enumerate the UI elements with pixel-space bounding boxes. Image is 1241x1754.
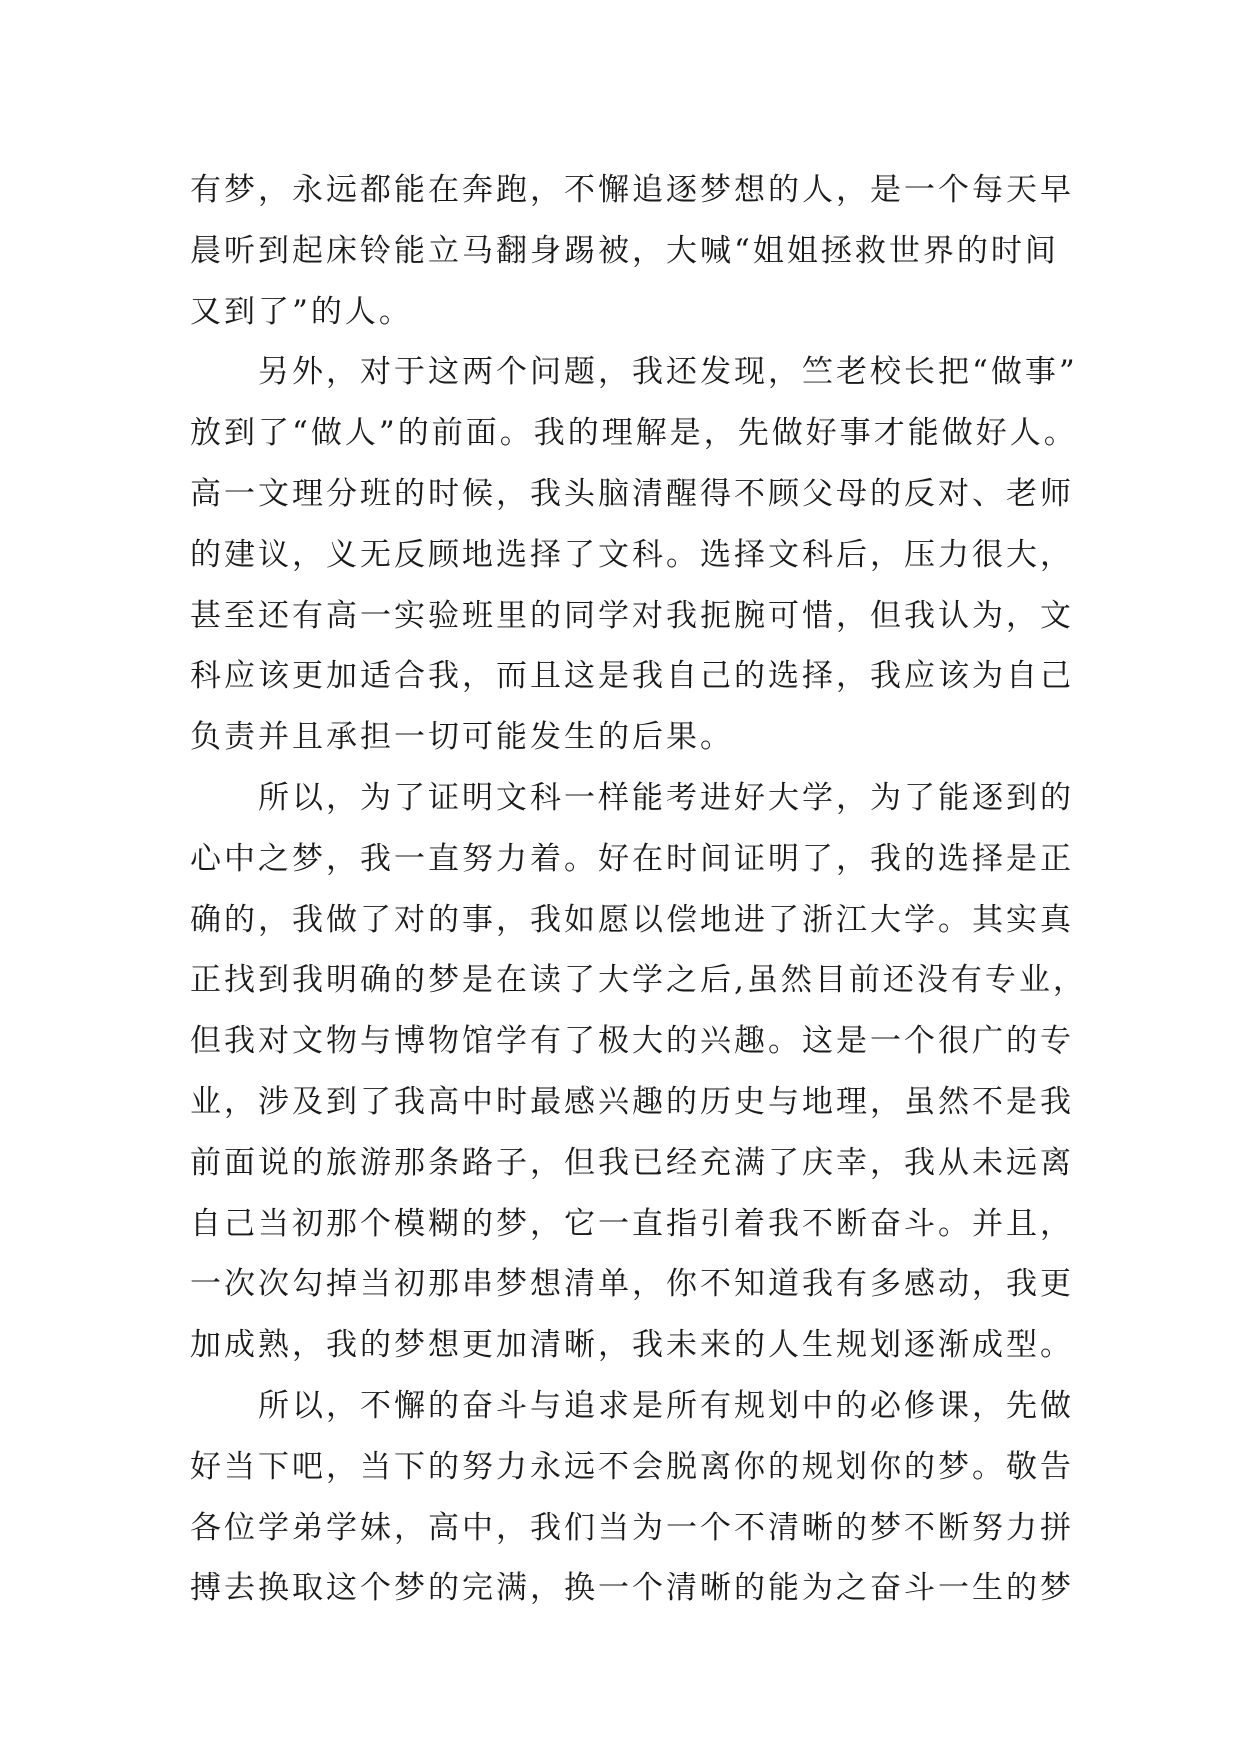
text-line: 甚至还有高一实验班里的同学对我扼腕可惜，但我认为，文 xyxy=(190,597,1074,634)
text-line: 搏去换取这个梦的完满，换一个清晰的能为之奋斗一生的梦 xyxy=(190,1570,1074,1607)
text-line: 确的，我做了对的事，我如愿以偿地进了浙江大学。其实真 xyxy=(190,901,1074,938)
text-line: 高一文理分班的时候，我头脑清醒得不顾父母的反对、老师 xyxy=(190,475,1074,512)
text-line: 晨听到起床铃能立马翻身踢被，大喊“姐姐拯救世界的时间 xyxy=(190,232,1059,269)
paragraph-first-line: 所以，不懈的奋斗与追求是所有规划中的必修课，先做 xyxy=(258,1387,1074,1424)
paragraph-first-line: 所以，为了证明文科一样能考进好大学，为了能逐到的 xyxy=(258,779,1074,816)
text-line: 负责并且承担一切可能发生的后果。 xyxy=(190,719,734,756)
text-line: 科应该更加适合我，而且这是我自己的选择，我应该为自己 xyxy=(190,658,1074,695)
text-line: 加成熟，我的梦想更加清晰，我未来的人生规划逐渐成型。 xyxy=(190,1327,1074,1364)
text-line: 自己当初那个模糊的梦，它一直指引着我不断奋斗。并且， xyxy=(190,1205,1074,1242)
text-line: 各位学弟学妹，高中，我们当为一个不清晰的梦不断努力拼 xyxy=(190,1509,1074,1546)
text-line: 心中之梦，我一直努力着。好在时间证明了，我的选择是正 xyxy=(190,840,1074,877)
text-line: 有梦，永远都能在奔跑，不懈追逐梦想的人，是一个每天早 xyxy=(190,172,1074,208)
text-line: 业，涉及到了我高中时最感兴趣的历史与地理，虽然不是我 xyxy=(190,1083,1074,1120)
body-text xyxy=(190,160,1087,1619)
text-line: 但我对文物与博物馆学有了极大的兴趣。这是一个很广的专 xyxy=(190,1023,1074,1060)
paragraph-first-line: 另外，对于这两个问题，我还发现，竺老校长把“做事” xyxy=(258,354,1078,391)
text-line: 正找到我明确的梦是在读了大学之后,虽然目前还没有专业， xyxy=(190,962,1087,999)
text-line: 又到了”的人。 xyxy=(190,293,413,330)
text-line: 前面说的旅游那条路子，但我已经充满了庆幸，我从未远离 xyxy=(190,1144,1074,1181)
text-line: 一次次勾掉当初那串梦想清单，你不知道我有多感动，我更 xyxy=(190,1266,1074,1303)
text-line: 的建议，义无反顾地选择了文科。选择文科后，压力很大， xyxy=(190,536,1074,573)
text-line: 放到了“做人”的前面。我的理解是，先做好事才能做好人。 xyxy=(190,415,1078,452)
text-line: 好当下吧，当下的努力永远不会脱离你的规划你的梦。敬告 xyxy=(190,1448,1074,1485)
